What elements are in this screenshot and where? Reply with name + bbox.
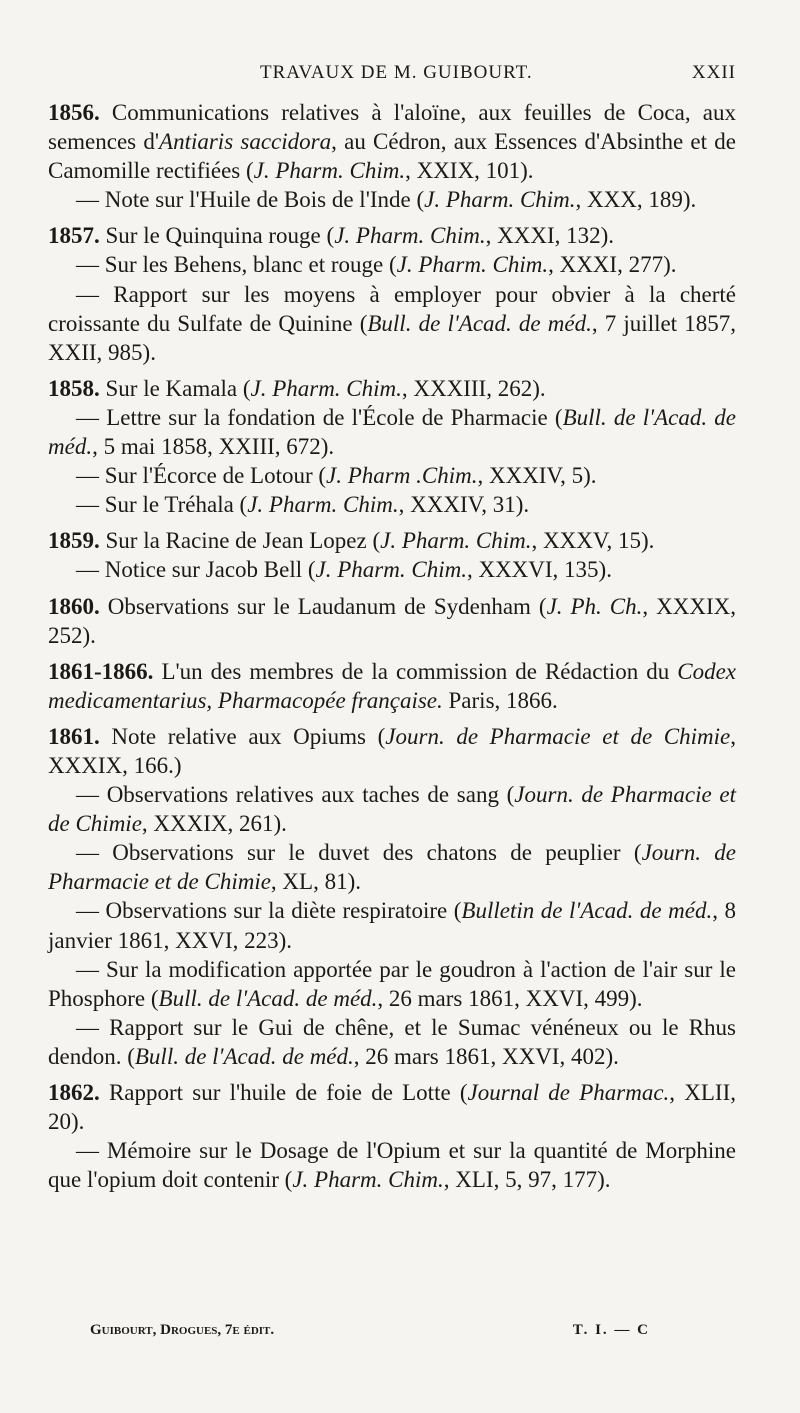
entry-year: 1860.	[48, 593, 100, 619]
entry-1856	[48, 98, 736, 214]
paragraph: — Lettre sur la fondation de l'École de Pharmacie (Bull. de l'Acad. de méd., 5 mai 1858, XXIII, 672).	[48, 404, 736, 460]
entry-1861-1866	[48, 657, 736, 715]
sheet-mark: T. I. — C	[572, 1322, 650, 1338]
paragraph: 1859. Sur la Racine de Jean Lopez (J. Pharm. Chim., XXXV, 15).	[48, 528, 655, 554]
paragraph: — Rapport sur les moyens à employer pour obvier à la cherté croissante du Sulfate de Quinine (Bull. de l'Acad. de méd., 7 juillet 1857, XXII, 985).	[48, 281, 736, 365]
paragraph: — Rapport sur le Gui de chêne, et le Sumac vénéneux ou le Rhus dendon. (Bull. de l'Acad. de méd., 26 mars 1861, XXVI, 402).	[48, 1014, 736, 1069]
paragraph: — Mémoire sur le Dosage de l'Opium et sur la quantité de Morphine que l'opium doit contenir (J. Pharm. Chim., XLI, 5, 97, 177).	[48, 1138, 736, 1193]
entry-1860	[48, 592, 736, 650]
paragraph: — Sur l'Écorce de Lotour (J. Pharm .Chim., XXXIV, 5).	[76, 463, 597, 489]
paragraph: 1861. Note relative aux Opiums (Journ. de Pharmacie et de Chimie, XXXIX, 166.)	[48, 723, 737, 778]
paragraph: — Observations sur le duvet des chatons de peuplier (Journ. de Pharmacie et de Chimie, XL, 81).	[48, 840, 736, 895]
paragraph: 1860. Observations sur le Laudanum de Sydenham (J. Ph. Ch., XXXIX, 252).	[48, 593, 736, 648]
entry-year: 1856.	[48, 100, 100, 125]
entry-year: 1858.	[48, 375, 100, 401]
bibliography-body	[48, 98, 736, 1194]
paragraph: 1857. Sur le Quinquina rouge (J. Pharm. Chim., XXXI, 132).	[48, 223, 615, 249]
paragraph: — Sur les Behens, blanc et rouge (J. Pharm. Chim., XXXI, 277).	[76, 252, 677, 278]
page-number: XXII	[691, 62, 736, 83]
entry-1857	[48, 221, 736, 366]
entry-1862	[48, 1078, 736, 1194]
entry-year: 1862.	[48, 1080, 100, 1105]
paragraph: — Notice sur Jacob Bell (J. Pharm. Chim., XXXVI, 135).	[76, 557, 612, 583]
running-header	[48, 62, 736, 98]
entry-year: 1861-1866.	[48, 658, 154, 684]
paragraph: 1862. Rapport sur l'huile de foie de Lotte (Journal de Pharmac., XLII, 20).	[48, 1080, 736, 1135]
entry-1859	[48, 526, 736, 584]
paragraph: — Sur la modification apportée par le goudron à l'action de l'air sur le Phosphore (Bull. de l'Acad. de méd., 26 mars 1861, XXVI, 499).	[48, 956, 736, 1011]
paragraph: — Observations relatives aux taches de sang (Journ. de Pharmacie et de Chimie, XXXIX, 261).	[48, 782, 736, 837]
paragraph: 1856. Communications relatives à l'aloïne, aux feuilles de Coca, aux semences d'Antiaris saccidora, au Cédron, aux Essences d'Absinthe et de Camomille rectifiées (J. Pharm. Chim., XXIX, 101).	[48, 100, 736, 184]
paragraph: 1861-1866. L'un des membres de la commission de Rédaction du Codex medicamentarius, Pharmacopée française. Paris, 1866.	[48, 658, 736, 713]
paragraph: — Observations sur la diète respiratoire (Bulletin de l'Acad. de méd., 8 janvier 1861, XXVI, 223).	[48, 898, 736, 953]
entry-year: 1861.	[48, 723, 100, 749]
printer-signature: Guibourt, Drogues, 7e édit.	[90, 1322, 275, 1338]
paragraph: 1858. Sur le Kamala (J. Pharm. Chim., XXXIII, 262).	[48, 375, 546, 401]
entry-year: 1859.	[48, 528, 100, 554]
paragraph: — Sur le Tréhala (J. Pharm. Chim., XXXIV, 31).	[76, 492, 530, 518]
entry-1861	[48, 722, 736, 1071]
entry-year: 1857.	[48, 223, 100, 249]
paragraph: — Note sur l'Huile de Bois de l'Inde (J. Pharm. Chim., XXX, 189).	[76, 187, 697, 213]
running-title: TRAVAUX DE M. GUIBOURT.	[260, 62, 533, 83]
entry-1858	[48, 374, 736, 519]
